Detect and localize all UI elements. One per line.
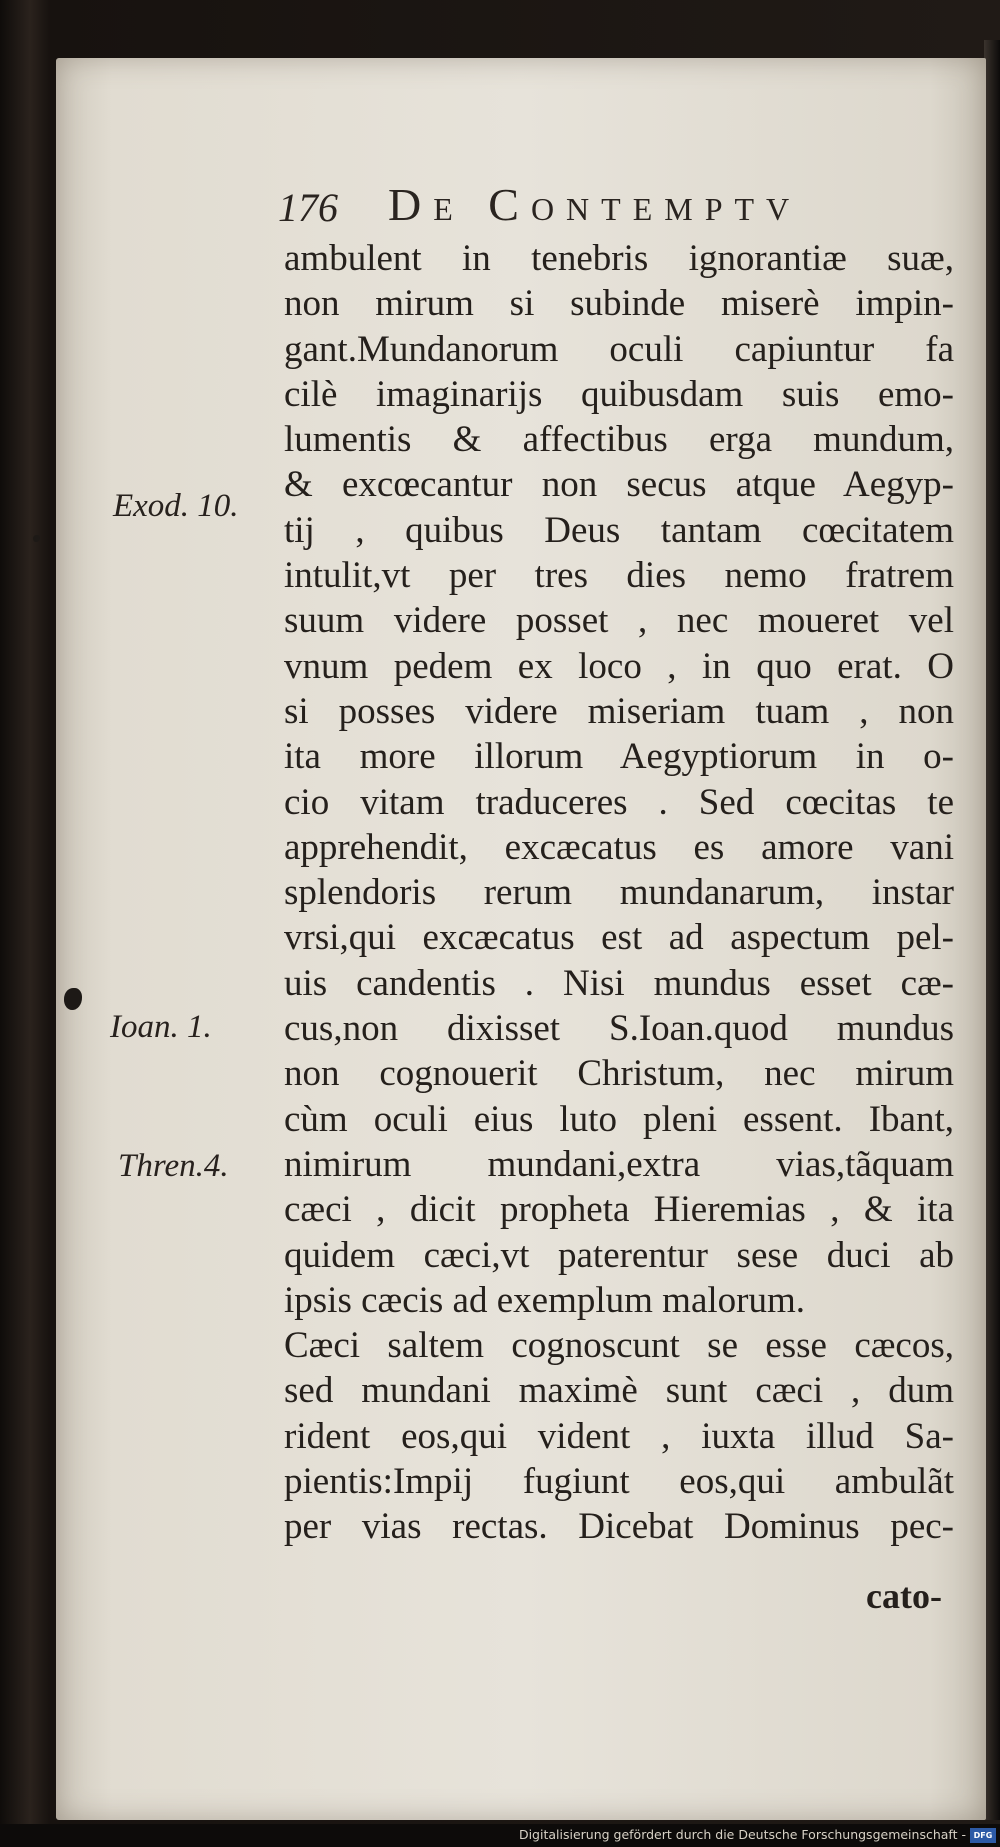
- text-line: gant.Mundanorum oculi capiuntur fa: [284, 328, 954, 370]
- dfg-logo-icon: DFG: [970, 1828, 996, 1843]
- text-line: vrsi,qui excæcatus est ad aspectum pel-: [284, 917, 954, 959]
- digitization-footer: [0, 1824, 1000, 1847]
- text-line: ipsis cæcis ad exemplum malorum.: [284, 1279, 805, 1321]
- text-line: splendoris rerum mundanarum, instar: [284, 872, 954, 914]
- text-line: apprehendit, excæcatus es amore vani: [284, 826, 954, 868]
- text-line: non mirum si subinde miserè impin-: [284, 283, 954, 325]
- text-line: lumentis & affectibus erga mundum,: [284, 419, 954, 461]
- text-line: rident eos,qui vident , iuxta illud Sa-: [284, 1415, 954, 1457]
- text-line: intulit,vt per tres dies nemo fratrem: [284, 555, 954, 597]
- text-line: tij , quibus Deus tantam cœcitatem: [284, 509, 954, 551]
- running-title: De Contemptv: [388, 179, 802, 230]
- footer-credit: Digitalisierung gefördert durch die Deutsche Forschungsgemeinschaft -: [518, 1827, 966, 1842]
- margin-note-ioan: Ioan. 1.: [110, 1009, 212, 1045]
- text-line: si posses videre miseriam tuam , non: [284, 690, 954, 732]
- text-line: Cæci saltem cognoscunt se esse cæcos,: [284, 1325, 954, 1367]
- margin-note-thren: Thren.4.: [118, 1148, 229, 1184]
- text-line: cæci , dicit propheta Hieremias , & ita: [284, 1189, 954, 1231]
- text-line: ambulent in tenebris ignorantiæ suæ,: [284, 238, 954, 279]
- text-line: cùm oculi eius luto pleni essent. Ibant,: [284, 1098, 954, 1140]
- margin-note-exod: Exod. 10.: [113, 488, 239, 524]
- page-header: [278, 178, 958, 234]
- text-line: nimirum mundani,extra vias,tãquam: [284, 1143, 954, 1185]
- text-line: & excœcantur non secus atque Aegyp-: [284, 464, 954, 506]
- text-line: ita more illorum Aegyptiorum in o-: [284, 736, 954, 778]
- text-line: uis candentis . Nisi mundus esset cæ-: [284, 962, 954, 1004]
- text-line: per vias rectas. Dicebat Dominus pec-: [284, 1506, 954, 1548]
- text-line: cus,non dixisset S.Ioan.quod mundus: [284, 1008, 954, 1050]
- text-line: vnum pedem ex loco , in quo erat. O: [284, 645, 954, 687]
- main-text-block: [284, 236, 954, 1550]
- text-line: cio vitam traduceres . Sed cœcitas te: [284, 781, 954, 823]
- catchword: cato-: [866, 1576, 942, 1616]
- page-number: 176: [278, 185, 338, 230]
- book-edge-shadow: [984, 40, 1000, 1820]
- text-line: suum videre posset , nec moueret vel: [284, 600, 954, 642]
- text-line: sed mundani maximè sunt cæci , dum: [284, 1370, 954, 1412]
- text-line: pientis:Impij fugiunt eos,qui ambulãt: [284, 1461, 954, 1503]
- text-line: cilè imaginarijs quibusdam suis emo-: [284, 373, 954, 415]
- text-line: non cognouerit Christum, nec mirum: [284, 1053, 954, 1095]
- text-line: quidem cæci,vt paterentur sese duci ab: [284, 1234, 954, 1276]
